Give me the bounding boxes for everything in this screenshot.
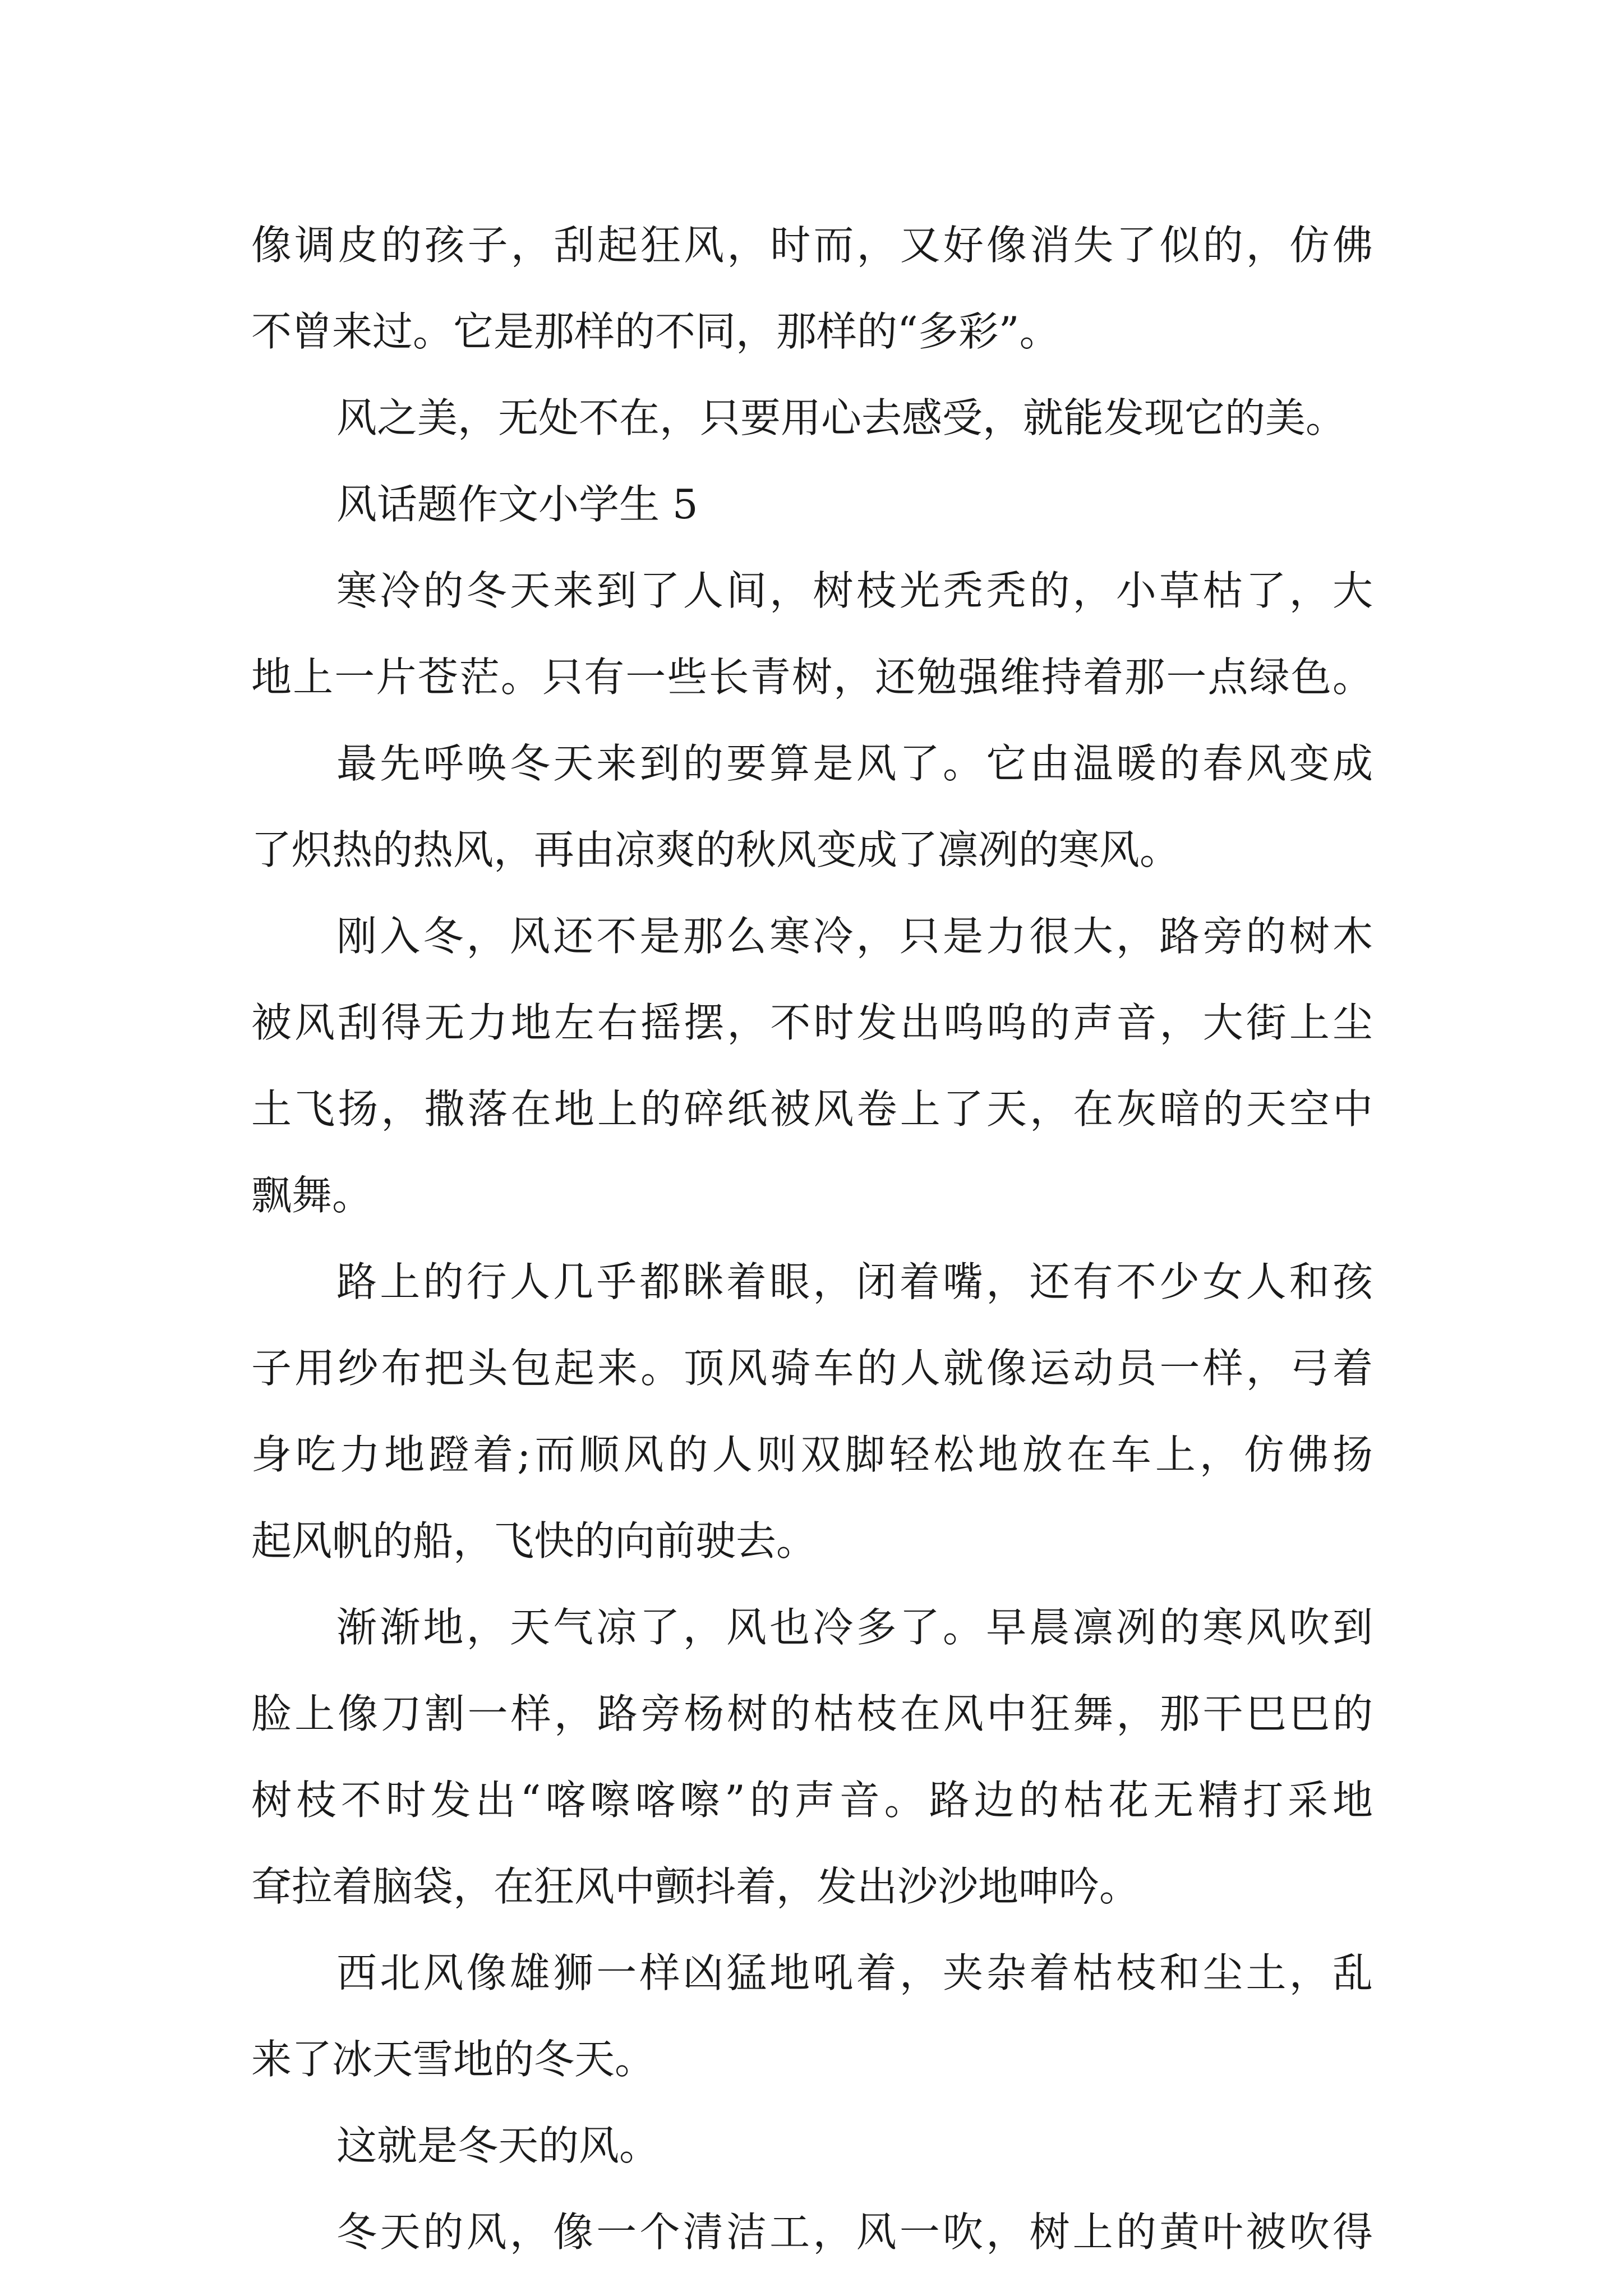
text-line: 不曾来过。它是那样的不同，那样的“多彩”。 — [251, 308, 1060, 355]
text-line: 西北风像雄狮一样凶猛地吼着，夹杂着枯枝和尘土，乱 — [336, 1949, 1373, 1996]
text-line: 被风刮得无力地左右摇摆，不时发出呜呜的声音，大街上尘 — [251, 999, 1373, 1046]
text-line: 脸上像刀割一样，路旁杨树的枯枝在风中狂舞，那干巴巴的 — [251, 1690, 1373, 1737]
text-line: 风之美，无处不在，只要用心去感受，就能发现它的美。 — [336, 394, 1347, 441]
text-line: 刚入冬，风还不是那么寒冷，只是力很大，路旁的树木 — [336, 913, 1373, 960]
text-line: 飘舞。 — [251, 1172, 373, 1219]
document-body — [251, 202, 1373, 2275]
text-line: 寒冷的冬天来到了人间，树枝光秃秃的，小草枯了，大 — [336, 567, 1373, 614]
text-line: 像调皮的孩子，刮起狂风，时而，又好像消失了似的，仿佛 — [251, 222, 1373, 269]
text-line: 这就是冬天的风。 — [336, 2122, 660, 2169]
text-line: 起风帆的船，飞快的向前驶去。 — [251, 1517, 817, 1565]
text-line: 了炽热的热风，再由凉爽的秋风变成了凛冽的寒风。 — [251, 826, 1181, 873]
text-line: 树枝不时发出“喀嚓喀嚓”的声音。路边的枯花无精打采地 — [251, 1777, 1373, 1824]
text-line: 渐渐地，天气凉了，风也冷多了。早晨凛冽的寒风吹到 — [336, 1604, 1373, 1651]
text-line: 地上一片苍茫。只有一些长青树，还勉强维持着那一点绿色。 — [251, 654, 1373, 701]
text-line: 耷拉着脑袋，在狂风中颤抖着，发出沙沙地呻吟。 — [251, 1863, 1140, 1910]
text-line: 最先呼唤冬天来到的要算是风了。它由温暖的春风变成 — [336, 740, 1373, 787]
text-line: 身吃力地蹬着;而顺风的人则双脚轻松地放在车上，仿佛扬 — [251, 1431, 1373, 1478]
text-line: 来了冰天雪地的冬天。 — [251, 2036, 656, 2083]
text-line: 土飞扬，撒落在地上的碎纸被风卷上了天，在灰暗的天空中 — [251, 1085, 1373, 1133]
text-line: 冬天的风，像一个清洁工，风一吹，树上的黄叶被吹得 — [336, 2208, 1373, 2256]
text-line: 路上的行人几乎都眯着眼，闭着嘴，还有不少女人和孩 — [336, 1258, 1373, 1305]
section-heading: 风话题作文小学生 5 — [336, 481, 698, 528]
text-line: 子用纱布把头包起来。顶风骑车的人就像运动员一样，弓着 — [251, 1345, 1373, 1392]
